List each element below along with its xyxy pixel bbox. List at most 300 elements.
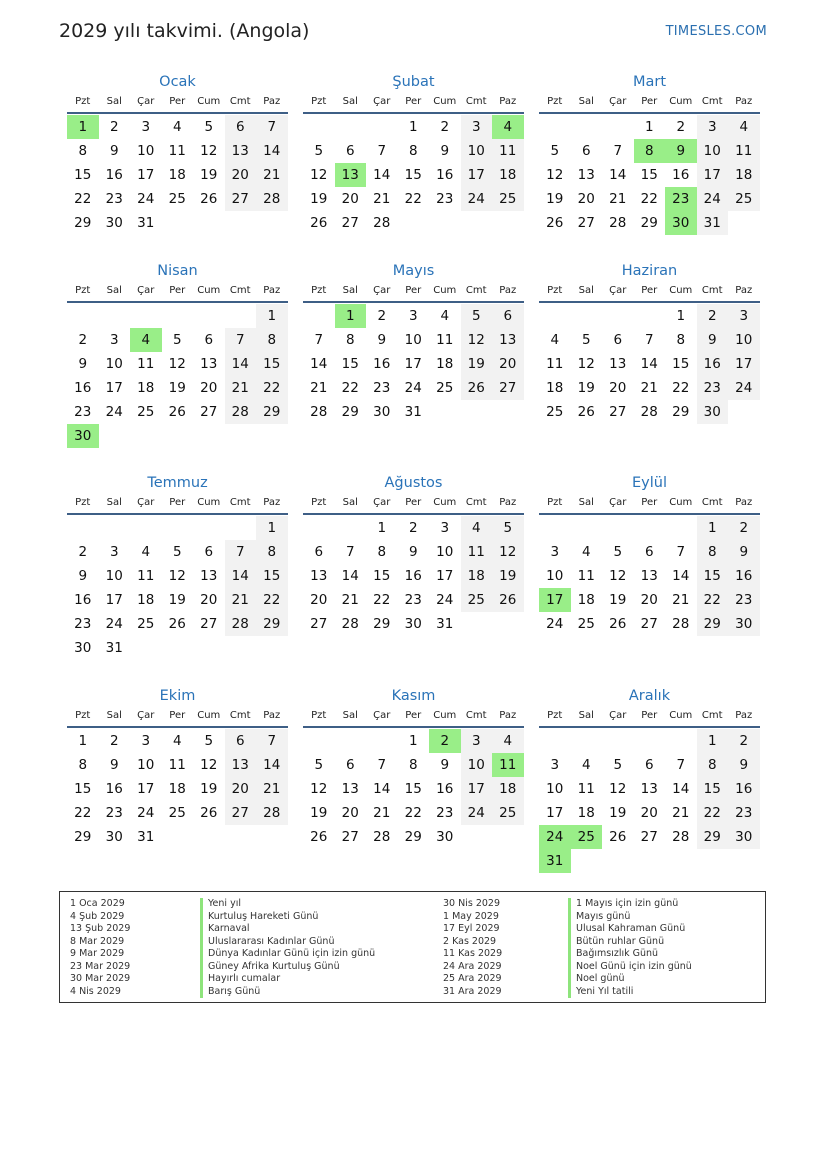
day-cell: 23 [728,801,760,825]
week-row [67,328,288,352]
day-cell: 17 [461,777,493,801]
empty-cell [634,516,666,540]
week-row [539,564,760,588]
day-cell: 3 [461,115,493,139]
day-cell: 4 [172,733,182,749]
empty-cell [256,424,288,448]
empty-cell [602,115,634,139]
day-cell: 24 [461,801,493,825]
day-cell: 30 [665,211,697,235]
day-cell: 1 [335,304,367,328]
day-cell: 6 [225,729,257,753]
day-cell: 26 [200,805,218,821]
day-cell: 13 [577,167,595,183]
day-cell: 2 [377,308,387,324]
week-row [67,612,288,636]
day-cell: 14 [256,753,288,777]
week-row [539,376,760,400]
weekday-label: Çar [609,710,627,721]
day-cell: 13 [310,568,328,584]
month-block [303,473,524,636]
empty-cell [492,400,524,424]
day-cell: 8 [78,757,88,773]
empty-cell [162,304,194,328]
week-row [539,540,760,564]
weekday-label: Sal [578,710,594,721]
day-cell: 31 [137,215,155,231]
day-cell: 19 [200,167,218,183]
brand-link[interactable]: TIMESLES.COM [665,24,767,39]
day-cell: 21 [373,191,391,207]
day-cell: 10 [436,544,454,560]
week-row [67,400,288,424]
weekday-label: Çar [373,96,391,107]
day-cell: 7 [256,115,288,139]
day-cell: 28 [256,187,288,211]
day-cell: 24 [728,376,760,400]
day-cell: 26 [168,404,186,420]
day-cell: 9 [377,332,387,348]
weekday-label: Paz [263,285,281,296]
day-cell: 18 [168,167,186,183]
holiday-name: 1 Mayıs için izin günü [568,898,692,911]
day-cell: 13 [225,753,257,777]
day-cell: 6 [644,544,654,560]
week-row [539,139,760,163]
week-row [539,588,760,612]
day-cell: 27 [640,829,658,845]
weekday-label: Pzt [311,710,327,721]
holiday-date: 11 Kas 2029 [443,948,503,959]
empty-cell [665,516,697,540]
day-cell: 3 [109,332,119,348]
empty-cell [665,849,697,873]
day-cell: 6 [613,332,623,348]
day-cell: 1 [256,304,288,328]
month-block [539,473,760,636]
weekday-header [67,708,288,728]
holiday-legend [59,891,766,1003]
empty-cell [571,304,603,328]
empty-cell [193,424,225,448]
day-cell: 8 [697,753,729,777]
day-cell: 30 [373,404,391,420]
day-cell: 9 [78,356,88,372]
holiday-name: Noel günü [568,973,692,986]
week-row [67,636,288,660]
week-row [303,612,524,636]
day-cell: 16 [74,380,92,396]
day-cell: 23 [436,191,454,207]
day-cell: 25 [461,588,493,612]
day-cell: 16 [436,167,454,183]
day-cell: 23 [74,616,92,632]
weekday-header [539,94,760,114]
day-cell: 30 [105,829,123,845]
day-cell: 15 [256,564,288,588]
weekday-label: Çar [137,710,155,721]
day-cell: 5 [613,544,623,560]
day-cell: 11 [461,540,493,564]
empty-cell [665,729,697,753]
weekday-label: Pzt [547,497,563,508]
day-cell: 4 [550,332,560,348]
day-cell: 6 [204,544,214,560]
day-cell: 10 [137,143,155,159]
day-cell: 26 [310,829,328,845]
holiday-name: Uluslararası Kadınlar Günü [200,936,375,949]
weekday-label: Pzt [547,96,563,107]
day-cell: 25 [546,404,564,420]
day-cell: 20 [225,777,257,801]
day-cell: 25 [492,801,524,825]
legend-names-right [568,898,692,998]
day-cell: 11 [137,356,155,372]
day-cell: 2 [429,729,461,753]
weekday-label: Çar [609,497,627,508]
day-cell: 10 [546,568,564,584]
day-cell: 22 [640,191,658,207]
holiday-date: 4 Nis 2029 [70,985,121,997]
day-cell: 16 [74,592,92,608]
holiday-name: Yeni yıl [200,898,375,911]
weekday-label: Cum [433,96,457,107]
day-cell: 13 [640,781,658,797]
weekday-header [303,94,524,114]
empty-cell [492,211,524,235]
day-cell: 7 [613,143,623,159]
day-cell: 15 [697,777,729,801]
day-cell: 8 [408,143,418,159]
day-cell: 25 [492,187,524,211]
day-cell: 16 [697,352,729,376]
day-cell: 16 [373,356,391,372]
day-cell: 6 [345,757,355,773]
day-cell: 12 [546,167,564,183]
empty-cell [67,516,99,540]
day-cell: 22 [672,380,690,396]
day-cell: 19 [492,564,524,588]
holiday-date: 23 Mar 2029 [70,960,131,972]
weekday-label: Cum [433,497,457,508]
day-cell: 29 [373,616,391,632]
week-row [303,211,524,235]
day-cell: 14 [225,564,257,588]
day-cell: 9 [728,540,760,564]
day-cell: 31 [697,211,729,235]
week-row [67,115,288,139]
day-cell: 27 [341,829,359,845]
day-cell: 30 [728,612,760,636]
week-row [539,849,760,873]
holiday-date: 2 Kas 2029 [443,935,497,947]
day-cell: 30 [105,215,123,231]
day-cell: 14 [640,356,658,372]
day-cell: 20 [310,592,328,608]
month-name: Şubat [392,74,435,90]
day-cell: 8 [345,332,355,348]
day-cell: 18 [492,163,524,187]
day-cell: 12 [492,540,524,564]
day-cell: 25 [577,616,595,632]
day-cell: 23 [404,592,422,608]
weekday-label: Çar [373,710,391,721]
day-cell: 16 [672,167,690,183]
day-cell: 6 [644,757,654,773]
day-cell: 3 [440,520,450,536]
day-cell: 27 [577,215,595,231]
empty-cell [99,304,131,328]
day-cell: 17 [539,588,571,612]
empty-cell [697,849,729,873]
day-cell: 4 [141,544,151,560]
day-cell: 19 [310,191,328,207]
weekday-header [67,283,288,303]
holiday-date: 8 Mar 2029 [70,935,125,947]
empty-cell [634,729,666,753]
day-cell: 24 [436,592,454,608]
month-name: Ekim [159,688,196,704]
week-row [303,564,524,588]
day-cell: 26 [168,616,186,632]
holiday-name: Dünya Kadınlar Günü için izin günü [200,948,375,961]
empty-cell [728,400,760,424]
weekday-label: Sal [106,285,122,296]
day-cell: 21 [640,380,658,396]
week-row [303,801,524,825]
empty-cell [99,424,131,448]
week-row [539,187,760,211]
day-cell: 1 [78,733,88,749]
month-name: Mayıs [392,263,435,279]
weekday-label: Paz [263,96,281,107]
day-cell: 24 [137,191,155,207]
weekday-label: Pzt [75,497,91,508]
day-cell: 20 [200,592,218,608]
empty-cell [303,516,335,540]
day-cell: 11 [168,757,186,773]
day-cell: 23 [665,187,697,211]
weekday-header [67,94,288,114]
day-cell: 1 [676,308,686,324]
day-cell: 11 [168,143,186,159]
day-cell: 22 [341,380,359,396]
day-cell: 2 [676,119,686,135]
day-cell: 18 [728,163,760,187]
day-cell: 9 [728,753,760,777]
week-row [303,187,524,211]
empty-cell [366,729,398,753]
weekday-label: Cmt [229,710,251,721]
empty-cell [193,636,225,660]
day-cell: 3 [461,729,493,753]
empty-cell [162,636,194,660]
day-cell: 5 [461,304,493,328]
day-cell: 12 [168,356,186,372]
empty-cell [303,729,335,753]
holiday-name: Yeni Yıl tatili [568,986,692,999]
week-row [67,753,288,777]
empty-cell [193,825,225,849]
day-cell: 4 [440,308,450,324]
day-cell: 7 [225,328,257,352]
week-row [303,352,524,376]
empty-cell [728,211,760,235]
empty-cell [256,636,288,660]
weekday-header [303,708,524,728]
day-cell: 12 [200,757,218,773]
day-cell: 17 [728,352,760,376]
holiday-name: Ulusal Kahraman Günü [568,923,692,936]
empty-cell [256,825,288,849]
day-cell: 25 [168,805,186,821]
day-cell: 18 [137,592,155,608]
day-cell: 12 [609,781,627,797]
day-cell: 13 [200,356,218,372]
week-row [539,516,760,540]
day-cell: 4 [172,119,182,135]
week-row [539,753,760,777]
day-cell: 8 [408,757,418,773]
day-cell: 14 [341,568,359,584]
weekday-label: Cmt [701,710,723,721]
weekday-label: Per [169,285,186,296]
day-cell: 2 [728,516,760,540]
day-cell: 29 [256,612,288,636]
day-cell: 5 [204,119,214,135]
day-cell: 19 [168,592,186,608]
month-name: Haziran [621,263,678,279]
empty-cell [130,516,162,540]
weekday-label: Per [641,710,658,721]
day-cell: 19 [310,805,328,821]
day-cell: 1 [377,520,387,536]
day-cell: 10 [404,332,422,348]
day-cell: 4 [581,757,591,773]
day-cell: 10 [546,781,564,797]
day-cell: 15 [74,167,92,183]
week-row [67,540,288,564]
week-row [67,376,288,400]
week-row [539,328,760,352]
day-cell: 25 [168,191,186,207]
weekday-label: Sal [342,96,358,107]
holiday-name: Noel Günü için izin günü [568,961,692,974]
weekday-label: Per [169,710,186,721]
day-cell: 23 [105,191,123,207]
weekday-label: Cmt [701,96,723,107]
month-block [539,72,760,235]
day-cell: 19 [609,805,627,821]
day-cell: 20 [577,191,595,207]
day-cell: 20 [341,191,359,207]
weekday-label: Cum [197,497,221,508]
weekday-label: Per [169,96,186,107]
weekday-label: Paz [499,497,517,508]
day-cell: 29 [341,404,359,420]
holiday-name: Mayıs günü [568,911,692,924]
empty-cell [602,304,634,328]
day-cell: 21 [341,592,359,608]
day-cell: 28 [373,215,391,231]
weekday-label: Per [641,96,658,107]
day-cell: 15 [404,167,422,183]
weekday-label: Cmt [465,96,487,107]
day-cell: 12 [461,328,493,352]
month-name: Ocak [159,74,196,90]
weekday-label: Paz [735,96,753,107]
legend-names-left [200,898,375,998]
week-row [303,777,524,801]
holiday-date: 17 Eyl 2029 [443,923,500,934]
week-row [539,115,760,139]
week-row [303,139,524,163]
weekday-label: Sal [578,96,594,107]
day-cell: 28 [256,801,288,825]
day-cell: 30 [728,825,760,849]
week-row [67,825,288,849]
month-name: Aralık [628,688,671,704]
empty-cell [429,400,461,424]
empty-cell [225,304,257,328]
day-cell: 17 [436,568,454,584]
weekday-label: Cum [197,96,221,107]
day-cell: 15 [404,781,422,797]
empty-cell [130,636,162,660]
weekday-label: Sal [106,96,122,107]
weekday-label: Pzt [547,710,563,721]
month-name: Mart [632,74,667,90]
day-cell: 13 [609,356,627,372]
holiday-date: 13 Şub 2029 [70,923,131,934]
day-cell: 2 [440,119,450,135]
day-cell: 18 [577,592,595,608]
day-cell: 22 [404,191,422,207]
day-cell: 1 [256,516,288,540]
day-cell: 8 [676,332,686,348]
day-cell: 28 [373,829,391,845]
day-cell: 24 [404,380,422,396]
week-row [539,777,760,801]
day-cell: 20 [225,163,257,187]
day-cell: 18 [137,380,155,396]
day-cell: 28 [225,400,257,424]
empty-cell [303,115,335,139]
day-cell: 6 [204,332,214,348]
empty-cell [571,516,603,540]
month-block [67,261,288,448]
day-cell: 11 [577,568,595,584]
weekday-label: Per [169,497,186,508]
weekday-header [67,495,288,515]
month-name: Nisan [157,263,198,279]
day-cell: 2 [109,733,119,749]
day-cell: 11 [546,356,564,372]
day-cell: 21 [609,191,627,207]
day-cell: 28 [225,612,257,636]
day-cell: 27 [609,404,627,420]
weekday-label: Sal [578,497,594,508]
day-cell: 4 [130,328,162,352]
holiday-date: 1 May 2029 [443,910,499,922]
day-cell: 13 [335,163,367,187]
day-cell: 6 [345,143,355,159]
holiday-date: 4 Şub 2029 [70,910,125,922]
day-cell: 10 [105,356,123,372]
day-cell: 19 [461,352,493,376]
day-cell: 28 [672,616,690,632]
day-cell: 22 [74,191,92,207]
